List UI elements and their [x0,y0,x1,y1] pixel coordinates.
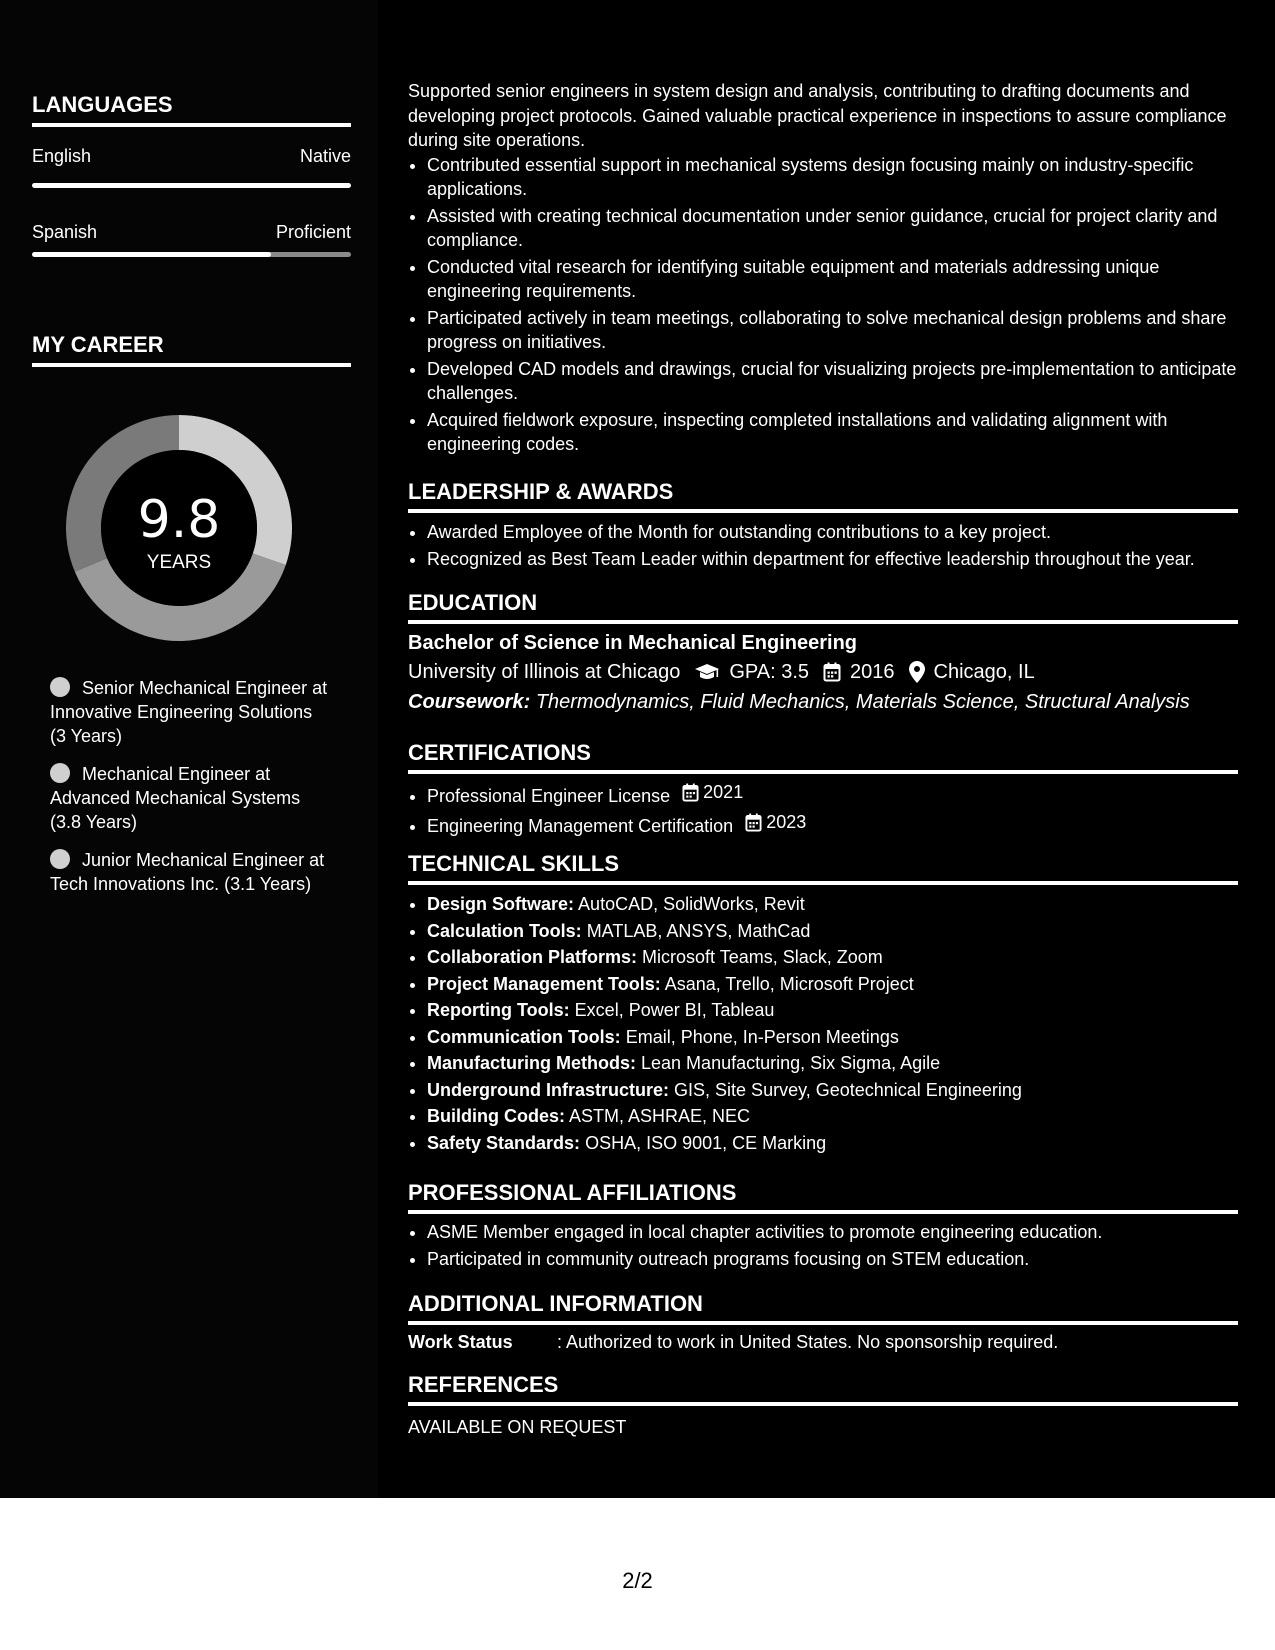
career-total-unit: YEARS [146,552,212,573]
certification-year: 2023 [766,812,807,833]
circle-dot-icon [50,677,70,697]
skill-value: Asana, Trello, Microsoft Project [664,973,914,994]
circle-dot-icon [50,849,70,869]
career-item-label: Junior Mechanical Engineer at Tech Innovations Inc. (3.1 Years) [50,850,325,894]
skill-item [427,945,1238,970]
language-bar-english [32,183,351,188]
skills-section [408,892,1238,1157]
skill-item [427,1025,1238,1050]
skills-heading: TECHNICAL SKILLS [408,851,1238,885]
list-item: • Contributed essential support in mechanical systems design focusing mainly on industry-specific applications. [427,153,1238,202]
skill-value: GIS, Site Survey, Geotechnical Engineering [674,1079,1022,1100]
list-item [427,780,1238,808]
skill-label: Underground Infrastructure: [427,1079,670,1100]
career-heading: MY CAREER [32,332,351,367]
career-item-label: Senior Mechanical Engineer at Innovative Engineering Solutions (3 Years) [50,678,328,746]
graduation-cap-icon [694,663,720,681]
work-status-label: Work Status [408,1332,513,1352]
education-heading: EDUCATION [408,590,1238,624]
skill-value: MATLAB, ANSYS, MathCad [586,920,811,941]
skill-item [427,972,1238,997]
career-item [50,762,330,834]
skill-value: Lean Manufacturing, Six Sigma, Agile [641,1053,941,1073]
additional-info-section [408,1330,1238,1354]
career-total-years: 9.8 [137,490,221,550]
list-item: • Awarded Employee of the Month for outstanding contributions to a key project. [427,520,1238,545]
list-item: • Participated in community outreach programs focusing on STEM education. [427,1247,1238,1272]
experience-summary: Supported senior engineers in system design and analysis, contributing to drafting documents and developing project protocols. Gained valuable practical experience in inspections to assure compliance during site operations. [408,81,1227,150]
language-bar-fill [32,252,271,257]
skill-item [427,1051,1238,1076]
certification-year: 2021 [703,782,744,802]
skill-label: Building Codes: [427,1106,565,1126]
circle-dot-icon [50,763,70,783]
language-level: Proficient [275,222,351,242]
skill-item [427,998,1238,1023]
calendar-icon [682,783,699,802]
coursework [408,687,1238,717]
career-item-label: Mechanical Engineer at Advanced Mechanical Systems (3.8 Years) [50,764,301,832]
career-item [50,848,330,896]
language-bar-spanish [32,252,351,257]
skill-value: AutoCAD, SolidWorks, Revit [578,894,805,914]
list-item: • ASME Member engaged in local chapter activities to promote engineering education. [427,1220,1238,1245]
certifications-heading: CERTIFICATIONS [408,740,1238,774]
degree-meta [408,657,1238,687]
affiliations-section [408,1220,1238,1273]
calendar-icon [823,662,841,682]
skill-value: Microsoft Teams, Slack, Zoom [642,947,883,967]
experience-section [408,79,1238,459]
coursework-label: Coursework: [408,691,531,713]
skill-label: Communication Tools: [427,1026,621,1047]
education-section [408,629,1238,717]
skill-item [427,1104,1238,1129]
skill-value: ASTM, ASHRAE, NEC [569,1106,751,1126]
gpa: GPA: 3.5 [729,661,810,683]
list-item [427,810,1238,838]
skill-value: OSHA, ISO 9001, CE Marking [585,1132,827,1153]
work-status-value: : Authorized to work in United States. No sponsorship required. [557,1332,1059,1352]
experience-bullets [408,153,1238,457]
main-content [378,0,1275,1498]
skill-label: Project Management Tools: [427,973,661,994]
leadership-heading: LEADERSHIP & AWARDS [408,479,1238,513]
skill-item [427,892,1238,917]
list-item: • Participated actively in team meetings, collaborating to solve mechanical design problems and share progress on initiatives. [427,306,1238,355]
list-item: • Recognized as Best Team Leader within department for effective leadership throughout the year. [427,547,1238,572]
coursework-list: Thermodynamics, Fluid Mechanics, Materials Science, Structural Analysis [535,691,1190,713]
skill-item [427,1131,1238,1156]
affiliations-heading: PROFESSIONAL AFFILIATIONS [408,1180,1238,1214]
additional-info-heading: ADDITIONAL INFORMATION [408,1291,1238,1325]
certification-date [682,780,743,805]
certifications-section [408,780,1238,841]
language-name: Spanish [32,222,98,242]
graduation-year: 2016 [850,661,895,683]
sidebar [0,0,378,1498]
skill-item [427,1078,1238,1103]
affiliations-list [408,1220,1238,1271]
map-pin-icon [909,661,925,683]
language-bar-fill [32,183,351,188]
leadership-list [408,520,1238,571]
career-donut-chart [66,415,292,641]
language-row-spanish [32,221,351,243]
career-item [50,676,330,748]
school-location: Chicago, IL [933,661,1035,683]
leadership-section [408,520,1238,573]
skill-label: Calculation Tools: [427,920,582,941]
skill-label: Collaboration Platforms: [427,947,638,967]
certification-name: Engineering Management Certification [427,816,734,836]
certification-date [745,810,806,835]
skill-label: Reporting Tools: [427,1000,570,1020]
language-name: English [32,146,92,166]
skill-label: Design Software: [427,894,575,914]
language-level: Native [299,146,351,166]
page-number: 2/2 [622,1568,653,1593]
language-row-english [32,145,351,167]
list-item: • Acquired fieldwork exposure, inspecting completed installations and validating alignment with engineering codes. [427,408,1238,457]
list-item: • Developed CAD models and drawings, crucial for visualizing projects pre-implementation to anticipate challenges. [427,357,1238,406]
skill-label: Manufacturing Methods: [427,1053,636,1073]
work-status-row [408,1330,1238,1354]
certifications-list [408,780,1238,839]
list-item: • Assisted with creating technical documentation under senior guidance, crucial for project clarity and compliance. [427,204,1238,253]
degree-title: Bachelor of Science in Mechanical Engineering [408,632,858,654]
skill-label: Safety Standards: [427,1132,581,1153]
list-item: • Conducted vital research for identifying suitable equipment and materials addressing unique engineering requirements. [427,255,1238,304]
languages-heading: LANGUAGES [32,92,351,127]
skill-item [427,919,1238,944]
calendar-icon [745,813,762,832]
references-heading: REFERENCES [408,1372,1238,1406]
skill-value: Email, Phone, In-Person Meetings [625,1026,899,1047]
skill-value: Excel, Power BI, Tableau [574,1000,775,1020]
skills-list [408,892,1238,1155]
certification-name: Professional Engineer License [427,785,671,806]
school-name: University of Illinois at Chicago [408,661,681,683]
references-text: AVAILABLE ON REQUEST [408,1417,627,1437]
career-list [50,676,330,910]
